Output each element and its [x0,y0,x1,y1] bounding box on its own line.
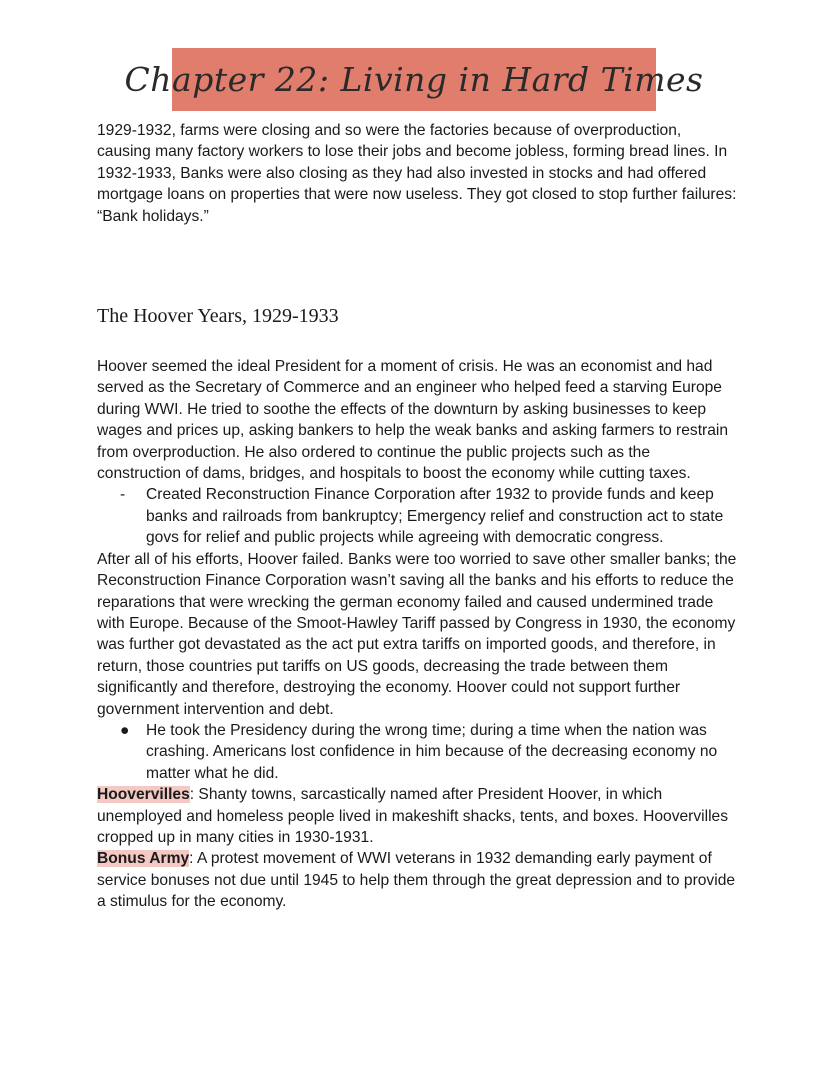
list-item [97,720,737,784]
bullet-list [97,720,737,784]
term-bonus-army: Bonus Army [97,850,190,868]
definition-hoovervilles [97,784,737,848]
definition-text: : Shanty towns, sarcastically named after President Hoover, in which unemployed and homeless people lived in makeshift shacks, tents, and boxes. Hoovervilles cropped up in many cities in 1930-1931. [97,786,729,846]
definition-bonus-army [97,848,737,912]
hoover-paragraph-2: After all of his efforts, Hoover failed. Banks were too worried to save other smaller banks; the Reconstruction Finance Corporation wasn’t saving all the banks and his efforts to reduce the reparations that were wrecking the german economy failed and caused undermined trade with Europe. Because of the Smoot-Hawley Tariff passed by Congress in 1930, the economy was further got devastated as the act put extra tariffs on imported goods, and therefore, in return, those countries put tariffs on US goods, decreasing the trade between them significantly and therefore, destroying the economy. Hoover could not support further government intervention and debt. [97,550,737,718]
bullet-marker: ● [120,721,130,739]
dash-list [97,484,737,548]
definition-text: : A protest movement of WWI veterans in 1932 demanding early payment of service bonuses not due until 1945 to help them through the great depression and to provide a stimulus for the economy. [97,850,736,911]
dash-marker: - [120,486,126,504]
term-hoovervilles: Hoovervilles [97,786,190,804]
chapter-title-banner [124,48,704,111]
intro-paragraph: 1929-1932, farms were closing and so were the factories because of overproduction, causing many factory workers to lose their jobs and become jobless, forming bread lines. In 1932-1933, Banks were also closing as they had also invested in stocks and had offered mortgage loans on properties that were now useless. They got closed to stop further failures: “Bank holidays.” [97,122,737,225]
hoover-paragraph-1: Hoover seemed the ideal President for a moment of crisis. He was an economist and had served as the Secretary of Commerce and an engineer who helped feed a starving Europe during WWI. He tried to soothe the effects of the downturn by asking businesses to keep wages and prices up, asking bankers to help the weak banks and asking farmers to restrain from overproduction. He also ordered to continue the public projects such as the construction of dams, bridges, and hospitals to boost the economy while cutting taxes. [97,358,729,483]
document-body [97,120,737,913]
list-item [97,484,737,548]
chapter-title: Chapter 22: Living in Hard Times [124,60,704,99]
list-item-text: Created Reconstruction Finance Corporation after 1932 to provide funds and keep banks and railroads from bankruptcy; Emergency relief and construction act to state govs for relief and public projects while agreeing with democratic congress. [146,486,724,547]
section-heading: The Hoover Years, 1929-1933 [97,305,339,328]
list-item-text: He took the Presidency during the wrong time; during a time when the nation was crashing. Americans lost confidence in him because of the decreasing economy no matter what he did. [146,721,718,782]
